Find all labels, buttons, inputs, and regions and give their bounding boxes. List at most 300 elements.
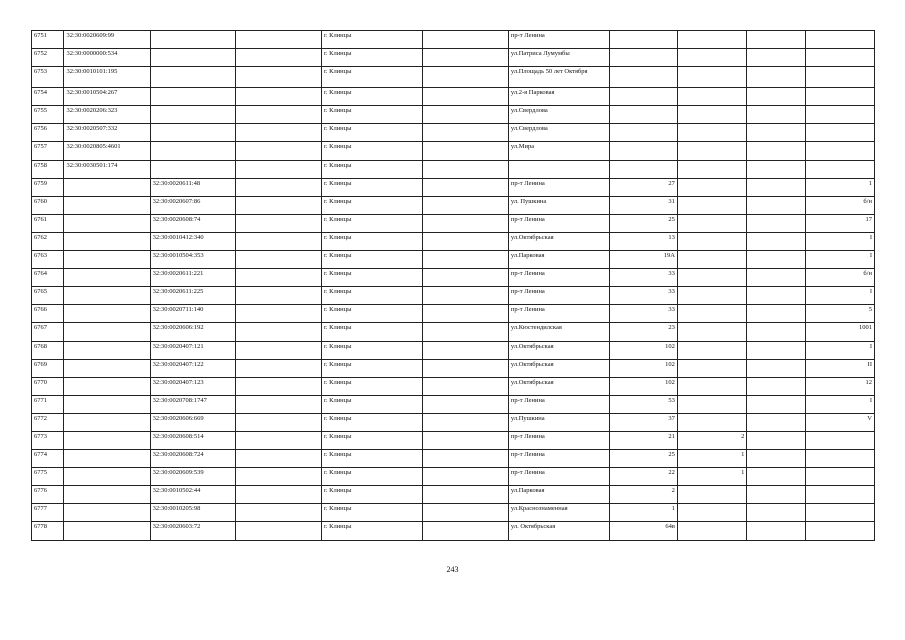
- cell-house: 64в: [609, 522, 677, 540]
- cell-city: г. Клинцы: [321, 504, 422, 522]
- page-number: 243: [446, 565, 459, 574]
- cell-house: 102: [609, 377, 677, 395]
- cell-house: [609, 106, 677, 124]
- cell-cad1: [64, 323, 150, 341]
- cell-cad1: [64, 431, 150, 449]
- cell-empty: [422, 269, 508, 287]
- cell-city: г. Клинцы: [321, 287, 422, 305]
- cell-empty: [747, 395, 805, 413]
- cell-apt: [805, 486, 874, 504]
- cell-city: г. Клинцы: [321, 196, 422, 214]
- cell-empty: [235, 395, 321, 413]
- cell-cad1: [64, 287, 150, 305]
- cell-city: г. Клинцы: [321, 522, 422, 540]
- cell-cad1: 32:30:0020507:332: [64, 124, 150, 142]
- cell-bld: [677, 287, 746, 305]
- cell-bld: [677, 232, 746, 250]
- cell-empty: [422, 413, 508, 431]
- cell-id: 6761: [32, 214, 64, 232]
- cell-apt: б/н: [805, 196, 874, 214]
- cell-bld: [677, 142, 746, 160]
- table-row: [32, 468, 875, 486]
- cell-cad1: [64, 413, 150, 431]
- cell-house: 22: [609, 468, 677, 486]
- cell-empty: [422, 504, 508, 522]
- cell-house: 53: [609, 395, 677, 413]
- cell-cad2: 32:30:0010412:340: [150, 232, 235, 250]
- cell-city: г. Клинцы: [321, 486, 422, 504]
- cell-empty: [422, 88, 508, 106]
- cell-id: 6771: [32, 395, 64, 413]
- cell-cad1: 32:30:0020206:323: [64, 106, 150, 124]
- table-row: [32, 522, 875, 540]
- cell-cad1: [64, 468, 150, 486]
- cell-empty: [747, 486, 805, 504]
- cell-empty: [747, 269, 805, 287]
- cell-city: г. Клинцы: [321, 251, 422, 269]
- cell-house: 21: [609, 431, 677, 449]
- cell-empty: [235, 88, 321, 106]
- cell-empty: [747, 214, 805, 232]
- cell-street: ул. Октябрьская: [508, 522, 609, 540]
- cell-cad1: [64, 486, 150, 504]
- cell-empty: [422, 160, 508, 178]
- cell-apt: б/н: [805, 269, 874, 287]
- cell-empty: [747, 232, 805, 250]
- cell-house: 33: [609, 269, 677, 287]
- cell-street: пр-т Ленина: [508, 214, 609, 232]
- cell-apt: I: [805, 251, 874, 269]
- cell-cad2: 32:30:0020708:1747: [150, 395, 235, 413]
- cell-empty: [747, 178, 805, 196]
- table-row: [32, 251, 875, 269]
- cell-empty: [747, 468, 805, 486]
- cell-empty: [747, 88, 805, 106]
- cell-house: 33: [609, 287, 677, 305]
- cell-cad1: [64, 341, 150, 359]
- cell-street: ул.Свердлова: [508, 106, 609, 124]
- cell-empty: [422, 232, 508, 250]
- cell-bld: [677, 49, 746, 67]
- table-row: [32, 504, 875, 522]
- table-row: [32, 67, 875, 88]
- cell-empty: [235, 377, 321, 395]
- cell-empty: [747, 251, 805, 269]
- cell-apt: [805, 431, 874, 449]
- cell-empty: [422, 67, 508, 88]
- cell-id: 6763: [32, 251, 64, 269]
- cell-id: 6772: [32, 413, 64, 431]
- cell-empty: [747, 305, 805, 323]
- cell-cad1: [64, 196, 150, 214]
- cell-empty: [422, 305, 508, 323]
- cell-empty: [422, 178, 508, 196]
- cell-apt: 12: [805, 377, 874, 395]
- table-row: [32, 269, 875, 287]
- cell-id: 6755: [32, 106, 64, 124]
- cell-empty: [422, 486, 508, 504]
- cell-id: 6768: [32, 341, 64, 359]
- cell-apt: V: [805, 413, 874, 431]
- cell-cad2: [150, 88, 235, 106]
- cell-cad1: [64, 450, 150, 468]
- cell-id: 6766: [32, 305, 64, 323]
- cell-cad2: [150, 124, 235, 142]
- cell-bld: 2: [677, 431, 746, 449]
- cell-house: 23: [609, 323, 677, 341]
- table-row: [32, 160, 875, 178]
- cell-house: [609, 49, 677, 67]
- cell-cad2: 32:30:0020407:122: [150, 359, 235, 377]
- table-row: [32, 323, 875, 341]
- cell-cad1: 32:30:0020609:99: [64, 31, 150, 49]
- cell-apt: [805, 67, 874, 88]
- table-row: [32, 124, 875, 142]
- table-row: [32, 106, 875, 124]
- cell-cad2: 32:30:0020606:669: [150, 413, 235, 431]
- cell-empty: [235, 251, 321, 269]
- cell-id: 6778: [32, 522, 64, 540]
- cell-id: 6762: [32, 232, 64, 250]
- cell-empty: [747, 431, 805, 449]
- cell-empty: [747, 49, 805, 67]
- cell-empty: [747, 359, 805, 377]
- cell-apt: I: [805, 287, 874, 305]
- cell-city: г. Клинцы: [321, 359, 422, 377]
- cell-empty: [422, 468, 508, 486]
- cell-cad1: [64, 178, 150, 196]
- cell-empty: [747, 323, 805, 341]
- cell-city: г. Клинцы: [321, 232, 422, 250]
- cell-empty: [747, 31, 805, 49]
- cell-cad2: [150, 31, 235, 49]
- cell-house: [609, 88, 677, 106]
- cell-apt: [805, 88, 874, 106]
- cell-apt: [805, 49, 874, 67]
- cell-street: ул. Пушкина: [508, 196, 609, 214]
- cell-cad2: [150, 67, 235, 88]
- table-row: [32, 431, 875, 449]
- cell-street: ул.Октябрьская: [508, 341, 609, 359]
- cell-street: ул.Мира: [508, 142, 609, 160]
- table-row: [32, 486, 875, 504]
- cell-empty: [747, 450, 805, 468]
- cell-city: г. Клинцы: [321, 468, 422, 486]
- cell-id: 6769: [32, 359, 64, 377]
- cell-house: 27: [609, 178, 677, 196]
- cell-apt: [805, 468, 874, 486]
- cell-apt: [805, 124, 874, 142]
- cell-bld: [677, 160, 746, 178]
- cell-empty: [747, 377, 805, 395]
- cell-street: ул.Пушкина: [508, 413, 609, 431]
- cell-city: г. Клинцы: [321, 450, 422, 468]
- cell-cad1: [64, 395, 150, 413]
- cell-cad2: 32:30:0020608:74: [150, 214, 235, 232]
- cell-empty: [235, 214, 321, 232]
- cell-house: [609, 67, 677, 88]
- cell-house: [609, 142, 677, 160]
- cell-empty: [235, 305, 321, 323]
- cell-id: 6777: [32, 504, 64, 522]
- cell-apt: I: [805, 395, 874, 413]
- cell-street: ул.2-я Парковая: [508, 88, 609, 106]
- cell-apt: [805, 522, 874, 540]
- cell-city: г. Клинцы: [321, 413, 422, 431]
- cell-empty: [235, 178, 321, 196]
- cell-id: 6774: [32, 450, 64, 468]
- cell-cad1: [64, 377, 150, 395]
- table-row: [32, 196, 875, 214]
- cell-apt: 1001: [805, 323, 874, 341]
- cell-id: 6770: [32, 377, 64, 395]
- cell-city: г. Клинцы: [321, 341, 422, 359]
- cell-empty: [422, 106, 508, 124]
- cell-cad2: [150, 142, 235, 160]
- cell-empty: [422, 49, 508, 67]
- cell-cad1: 32:30:0030501:174: [64, 160, 150, 178]
- cell-cad1: [64, 522, 150, 540]
- cell-id: 6758: [32, 160, 64, 178]
- cell-city: г. Клинцы: [321, 31, 422, 49]
- cell-empty: [422, 450, 508, 468]
- cell-cad2: 32:30:0020407:121: [150, 341, 235, 359]
- cell-empty: [235, 431, 321, 449]
- cell-apt: 1: [805, 178, 874, 196]
- cell-house: 2: [609, 486, 677, 504]
- table-row: [32, 214, 875, 232]
- cell-street: ул.Октябрьская: [508, 232, 609, 250]
- cell-cad1: [64, 359, 150, 377]
- cell-id: 6754: [32, 88, 64, 106]
- table-row: [32, 178, 875, 196]
- cell-house: [609, 31, 677, 49]
- table-row: [32, 305, 875, 323]
- cell-empty: [422, 124, 508, 142]
- cell-cad2: 32:30:0020407:123: [150, 377, 235, 395]
- cell-empty: [422, 31, 508, 49]
- cell-empty: [422, 522, 508, 540]
- cell-cad2: 32:30:0020609:539: [150, 468, 235, 486]
- cell-empty: [235, 106, 321, 124]
- cell-cad1: [64, 305, 150, 323]
- cell-street: пр-т Ленина: [508, 287, 609, 305]
- cell-cad2: 32:30:0020608:514: [150, 431, 235, 449]
- cell-id: 6753: [32, 67, 64, 88]
- cell-city: г. Клинцы: [321, 377, 422, 395]
- table-row: [32, 395, 875, 413]
- cell-street: ул.Парковая: [508, 251, 609, 269]
- cell-cad2: [150, 160, 235, 178]
- cell-street: пр-т Ленина: [508, 305, 609, 323]
- cell-empty: [235, 67, 321, 88]
- cell-bld: [677, 178, 746, 196]
- cell-empty: [235, 450, 321, 468]
- cell-street: ул.Краснознаменная: [508, 504, 609, 522]
- table-row: [32, 49, 875, 67]
- cell-street: ул.Кюстендилская: [508, 323, 609, 341]
- cell-empty: [235, 31, 321, 49]
- cell-cad2: 32:30:0010502:44: [150, 486, 235, 504]
- cell-empty: [422, 251, 508, 269]
- cell-house: 13: [609, 232, 677, 250]
- cell-city: г. Клинцы: [321, 269, 422, 287]
- cell-cad1: 32:30:0010504:267: [64, 88, 150, 106]
- cell-city: г. Клинцы: [321, 142, 422, 160]
- cell-bld: [677, 124, 746, 142]
- cell-house: [609, 124, 677, 142]
- table-row: [32, 341, 875, 359]
- cell-cad2: 32:30:0020603:72: [150, 522, 235, 540]
- cell-empty: [235, 269, 321, 287]
- registry-table: [31, 30, 875, 541]
- cell-house: 102: [609, 341, 677, 359]
- cell-empty: [235, 196, 321, 214]
- cell-empty: [235, 124, 321, 142]
- table-row: [32, 413, 875, 431]
- cell-cad2: [150, 106, 235, 124]
- cell-empty: [235, 468, 321, 486]
- cell-cad2: 32:30:0020611:48: [150, 178, 235, 196]
- cell-empty: [422, 142, 508, 160]
- cell-street: пр-т Ленина: [508, 431, 609, 449]
- cell-bld: [677, 305, 746, 323]
- table-row: [32, 377, 875, 395]
- cell-street: ул.Октябрьская: [508, 377, 609, 395]
- cell-bld: [677, 106, 746, 124]
- cell-empty: [747, 522, 805, 540]
- cell-bld: [677, 522, 746, 540]
- cell-empty: [422, 377, 508, 395]
- cell-bld: [677, 214, 746, 232]
- cell-bld: [677, 504, 746, 522]
- cell-apt: [805, 450, 874, 468]
- cell-apt: [805, 160, 874, 178]
- cell-empty: [422, 395, 508, 413]
- cell-cad2: [150, 49, 235, 67]
- cell-house: [609, 160, 677, 178]
- cell-cad2: 32:30:0010205:98: [150, 504, 235, 522]
- cell-street: ул.Парковая: [508, 486, 609, 504]
- cell-house: 37: [609, 413, 677, 431]
- cell-empty: [422, 431, 508, 449]
- cell-bld: 1: [677, 450, 746, 468]
- cell-city: г. Клинцы: [321, 305, 422, 323]
- cell-empty: [422, 196, 508, 214]
- cell-apt: I: [805, 341, 874, 359]
- cell-empty: [235, 413, 321, 431]
- cell-house: 1: [609, 504, 677, 522]
- cell-empty: [747, 287, 805, 305]
- cell-street: пр-т Ленина: [508, 31, 609, 49]
- cell-empty: [747, 106, 805, 124]
- cell-city: г. Клинцы: [321, 431, 422, 449]
- cell-bld: [677, 251, 746, 269]
- cell-cad1: 32:30:0010101:195: [64, 67, 150, 88]
- cell-empty: [235, 142, 321, 160]
- table-row: [32, 287, 875, 305]
- cell-empty: [235, 522, 321, 540]
- cell-street: пр-т Ленина: [508, 468, 609, 486]
- cell-empty: [422, 323, 508, 341]
- cell-bld: [677, 196, 746, 214]
- cell-street: пр-т Ленина: [508, 178, 609, 196]
- cell-apt: II: [805, 359, 874, 377]
- cell-cad2: 32:30:0020606:192: [150, 323, 235, 341]
- cell-empty: [422, 214, 508, 232]
- table-row: [32, 88, 875, 106]
- table-row: [32, 31, 875, 49]
- cell-cad1: [64, 504, 150, 522]
- cell-cad2: 32:30:0020607:86: [150, 196, 235, 214]
- cell-empty: [235, 504, 321, 522]
- cell-cad1: [64, 269, 150, 287]
- cell-id: 6776: [32, 486, 64, 504]
- cell-cad2: 32:30:0020608:724: [150, 450, 235, 468]
- cell-cad2: 32:30:0020611:225: [150, 287, 235, 305]
- cell-id: 6767: [32, 323, 64, 341]
- cell-empty: [235, 49, 321, 67]
- cell-id: 6775: [32, 468, 64, 486]
- table-row: [32, 232, 875, 250]
- cell-cad2: 32:30:0010504:353: [150, 251, 235, 269]
- cell-id: 6752: [32, 49, 64, 67]
- cell-street: ул.Площадь 50 лет Октября: [508, 67, 609, 88]
- cell-house: 25: [609, 214, 677, 232]
- registry-table-body: [32, 31, 875, 541]
- cell-apt: I: [805, 232, 874, 250]
- cell-house: 102: [609, 359, 677, 377]
- cell-city: г. Клинцы: [321, 124, 422, 142]
- cell-cad2: 32:30:0020711:140: [150, 305, 235, 323]
- cell-bld: [677, 359, 746, 377]
- table-row: [32, 359, 875, 377]
- cell-cad1: 32:30:0000000:534: [64, 49, 150, 67]
- cell-house: 31: [609, 196, 677, 214]
- cell-id: 6764: [32, 269, 64, 287]
- table-row: [32, 450, 875, 468]
- cell-empty: [747, 124, 805, 142]
- cell-bld: [677, 269, 746, 287]
- cell-id: 6765: [32, 287, 64, 305]
- cell-empty: [747, 142, 805, 160]
- cell-bld: [677, 67, 746, 88]
- cell-house: 25: [609, 450, 677, 468]
- cell-bld: [677, 88, 746, 106]
- cell-cad1: [64, 251, 150, 269]
- cell-id: 6757: [32, 142, 64, 160]
- cell-street: пр-т Ленина: [508, 269, 609, 287]
- cell-bld: [677, 31, 746, 49]
- cell-bld: [677, 395, 746, 413]
- cell-street: [508, 160, 609, 178]
- cell-empty: [422, 341, 508, 359]
- cell-apt: [805, 504, 874, 522]
- cell-empty: [747, 67, 805, 88]
- cell-apt: 17: [805, 214, 874, 232]
- cell-city: г. Клинцы: [321, 395, 422, 413]
- cell-empty: [235, 359, 321, 377]
- cell-city: г. Клинцы: [321, 178, 422, 196]
- cell-cad2: 32:30:0020611:221: [150, 269, 235, 287]
- cell-id: 6760: [32, 196, 64, 214]
- cell-city: г. Клинцы: [321, 49, 422, 67]
- cell-empty: [235, 323, 321, 341]
- cell-apt: [805, 106, 874, 124]
- cell-apt: [805, 142, 874, 160]
- cell-apt: [805, 31, 874, 49]
- cell-empty: [747, 196, 805, 214]
